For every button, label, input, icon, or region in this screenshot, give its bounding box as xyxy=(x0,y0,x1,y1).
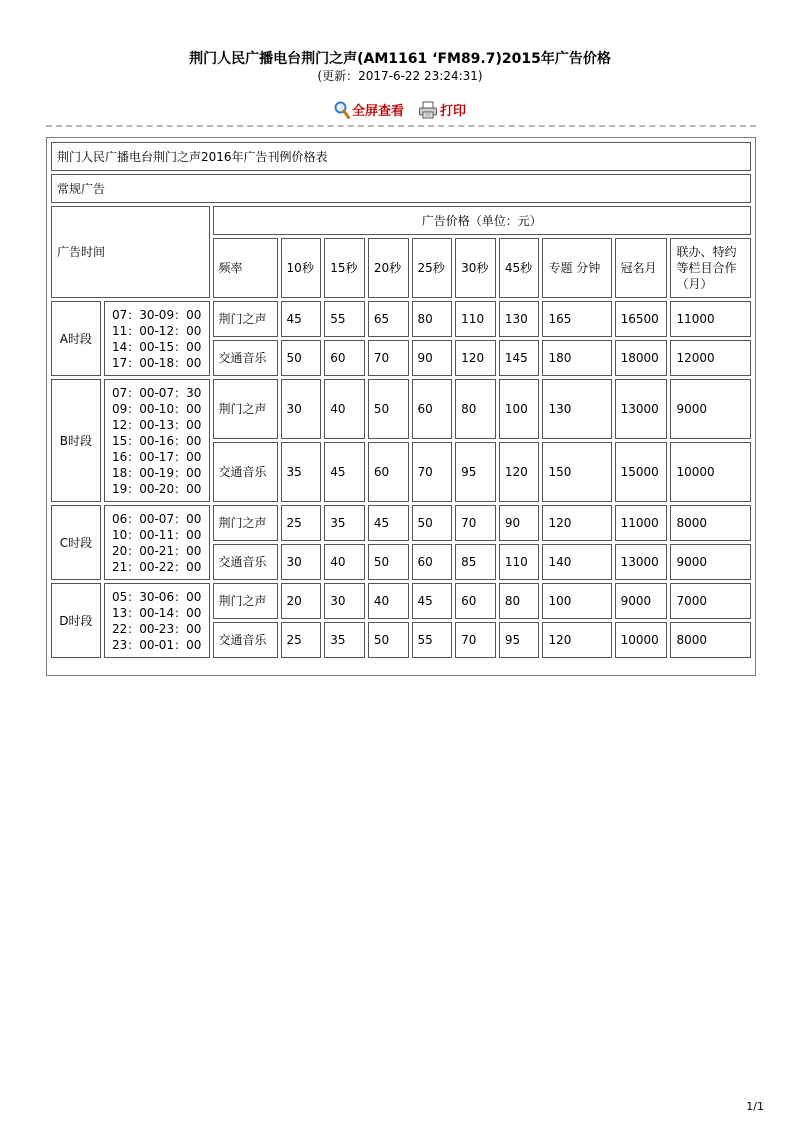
price-value: 50 xyxy=(368,622,409,658)
time-range: 14：00-15：00 xyxy=(111,339,202,354)
slot-name: D时段 xyxy=(51,583,101,658)
price-value: 16500 xyxy=(615,301,668,337)
channel-name: 荆门之声 xyxy=(213,379,278,439)
price-value: 130 xyxy=(542,379,611,439)
section-label: 常规广告 xyxy=(51,174,751,203)
column-header: 专题 分钟 xyxy=(542,238,611,298)
price-value: 150 xyxy=(542,442,611,502)
time-range: 06：00-07：00 xyxy=(111,511,202,526)
price-value: 45 xyxy=(281,301,322,337)
time-range: 05：30-06：00 xyxy=(111,589,202,604)
slot-name: B时段 xyxy=(51,379,101,502)
price-value: 50 xyxy=(412,505,453,541)
price-value: 145 xyxy=(499,340,540,376)
price-value: 90 xyxy=(499,505,540,541)
price-value: 165 xyxy=(542,301,611,337)
price-value: 20 xyxy=(281,583,322,619)
price-value: 45 xyxy=(368,505,409,541)
time-range: 17：00-18：00 xyxy=(111,355,202,370)
price-table-frame xyxy=(46,137,756,676)
price-value: 85 xyxy=(455,544,496,580)
price-value: 45 xyxy=(324,442,365,502)
price-value: 9000 xyxy=(670,379,751,439)
fullscreen-button[interactable] xyxy=(334,100,404,119)
price-value: 8000 xyxy=(670,505,751,541)
price-table xyxy=(48,139,754,661)
price-value: 95 xyxy=(499,622,540,658)
page-title: 荆门人民广播电台荆门之声(AM1161 ‘FM89.7)2015年广告价格 xyxy=(189,51,611,67)
page-number: 1/1 xyxy=(746,1100,764,1113)
channel-name: 荆门之声 xyxy=(213,505,278,541)
price-value: 90 xyxy=(412,340,453,376)
price-value: 18000 xyxy=(615,340,668,376)
slot-times xyxy=(104,505,210,580)
time-range: 18：00-19：00 xyxy=(111,465,202,480)
price-value: 9000 xyxy=(670,544,751,580)
table-row xyxy=(51,583,751,619)
channel-name: 交通音乐 xyxy=(213,544,278,580)
print-label: 打印 xyxy=(440,104,467,119)
price-value: 70 xyxy=(412,442,453,502)
price-value: 60 xyxy=(368,442,409,502)
price-value: 7000 xyxy=(670,583,751,619)
price-value: 140 xyxy=(542,544,611,580)
time-range: 07：00-07：30 xyxy=(111,385,202,400)
price-value: 100 xyxy=(499,379,540,439)
price-value: 11000 xyxy=(670,301,751,337)
column-header: 25秒 xyxy=(412,238,453,298)
time-range: 11：00-12：00 xyxy=(111,323,202,338)
price-value: 50 xyxy=(368,544,409,580)
table-caption: 荆门人民广播电台荆门之声2016年广告刊例价格表 xyxy=(51,142,751,171)
slot-times xyxy=(104,301,210,376)
slot-times xyxy=(104,379,210,502)
time-range: 12：00-13：00 xyxy=(111,417,202,432)
price-value: 15000 xyxy=(615,442,668,502)
slot-name: A时段 xyxy=(51,301,101,376)
price-value: 13000 xyxy=(615,544,668,580)
time-header: 广告时间 xyxy=(51,206,210,298)
price-value: 50 xyxy=(368,379,409,439)
price-value: 25 xyxy=(281,622,322,658)
price-value: 9000 xyxy=(615,583,668,619)
price-value: 8000 xyxy=(670,622,751,658)
price-value: 70 xyxy=(368,340,409,376)
column-header: 30秒 xyxy=(455,238,496,298)
price-value: 130 xyxy=(499,301,540,337)
fullscreen-label: 全屏查看 xyxy=(351,104,404,119)
channel-name: 交通音乐 xyxy=(213,622,278,658)
price-value: 12000 xyxy=(670,340,751,376)
time-range: 13：00-14：00 xyxy=(111,605,202,620)
time-range: 20：00-21：00 xyxy=(111,543,202,558)
price-value: 80 xyxy=(499,583,540,619)
time-range: 22：00-23：00 xyxy=(111,621,202,636)
price-value: 80 xyxy=(455,379,496,439)
table-row xyxy=(51,142,751,171)
table-row xyxy=(51,505,751,541)
channel-name: 交通音乐 xyxy=(213,442,278,502)
price-value: 13000 xyxy=(615,379,668,439)
slot-name: C时段 xyxy=(51,505,101,580)
time-range: 07：30-09：00 xyxy=(111,307,202,322)
time-range: 23：00-01：00 xyxy=(111,637,202,652)
time-range: 15：00-16：00 xyxy=(111,433,202,448)
price-value: 35 xyxy=(324,622,365,658)
price-value: 95 xyxy=(455,442,496,502)
price-value: 50 xyxy=(281,340,322,376)
price-value: 30 xyxy=(281,544,322,580)
time-range: 21：00-22：00 xyxy=(111,559,202,574)
magnifier-icon xyxy=(334,101,350,119)
time-range: 16：00-17：00 xyxy=(111,449,202,464)
action-bar xyxy=(0,100,800,119)
price-value: 60 xyxy=(412,544,453,580)
price-value: 35 xyxy=(281,442,322,502)
time-range: 09：00-10：00 xyxy=(111,401,202,416)
price-value: 35 xyxy=(324,505,365,541)
price-value: 10000 xyxy=(615,622,668,658)
price-value: 55 xyxy=(324,301,365,337)
price-value: 80 xyxy=(412,301,453,337)
price-value: 70 xyxy=(455,505,496,541)
price-value: 60 xyxy=(324,340,365,376)
column-header: 联办、特约等栏目合作（月） xyxy=(670,238,751,298)
table-row xyxy=(51,206,751,235)
column-header: 15秒 xyxy=(324,238,365,298)
table-row xyxy=(51,301,751,337)
price-header: 广告价格（单位：元） xyxy=(213,206,752,235)
price-value: 60 xyxy=(455,583,496,619)
price-value: 11000 xyxy=(615,505,668,541)
time-range: 10：00-11：00 xyxy=(111,527,202,542)
price-value: 110 xyxy=(455,301,496,337)
price-value: 70 xyxy=(455,622,496,658)
table-row xyxy=(51,174,751,203)
price-value: 120 xyxy=(542,505,611,541)
price-value: 40 xyxy=(324,379,365,439)
price-value: 40 xyxy=(368,583,409,619)
price-value: 120 xyxy=(499,442,540,502)
printer-icon xyxy=(418,101,438,119)
channel-name: 荆门之声 xyxy=(213,301,278,337)
price-value: 65 xyxy=(368,301,409,337)
price-value: 120 xyxy=(455,340,496,376)
price-value: 55 xyxy=(412,622,453,658)
price-value: 110 xyxy=(499,544,540,580)
price-value: 10000 xyxy=(670,442,751,502)
dashed-divider xyxy=(46,125,756,127)
time-range: 19：00-20：00 xyxy=(111,481,202,496)
price-value: 180 xyxy=(542,340,611,376)
price-value: 30 xyxy=(281,379,322,439)
column-header: 20秒 xyxy=(368,238,409,298)
price-value: 100 xyxy=(542,583,611,619)
column-header: 频率 xyxy=(213,238,278,298)
column-header: 10秒 xyxy=(281,238,322,298)
price-value: 40 xyxy=(324,544,365,580)
column-header: 冠名月 xyxy=(615,238,668,298)
price-value: 45 xyxy=(412,583,453,619)
print-button[interactable] xyxy=(418,100,466,119)
price-value: 60 xyxy=(412,379,453,439)
price-value: 25 xyxy=(281,505,322,541)
channel-name: 荆门之声 xyxy=(213,583,278,619)
update-timestamp: (更新：2017-6-22 23:24:31) xyxy=(317,69,483,83)
table-row xyxy=(51,379,751,439)
price-value: 120 xyxy=(542,622,611,658)
column-header: 45秒 xyxy=(499,238,540,298)
slot-times xyxy=(104,583,210,658)
channel-name: 交通音乐 xyxy=(213,340,278,376)
price-value: 30 xyxy=(324,583,365,619)
